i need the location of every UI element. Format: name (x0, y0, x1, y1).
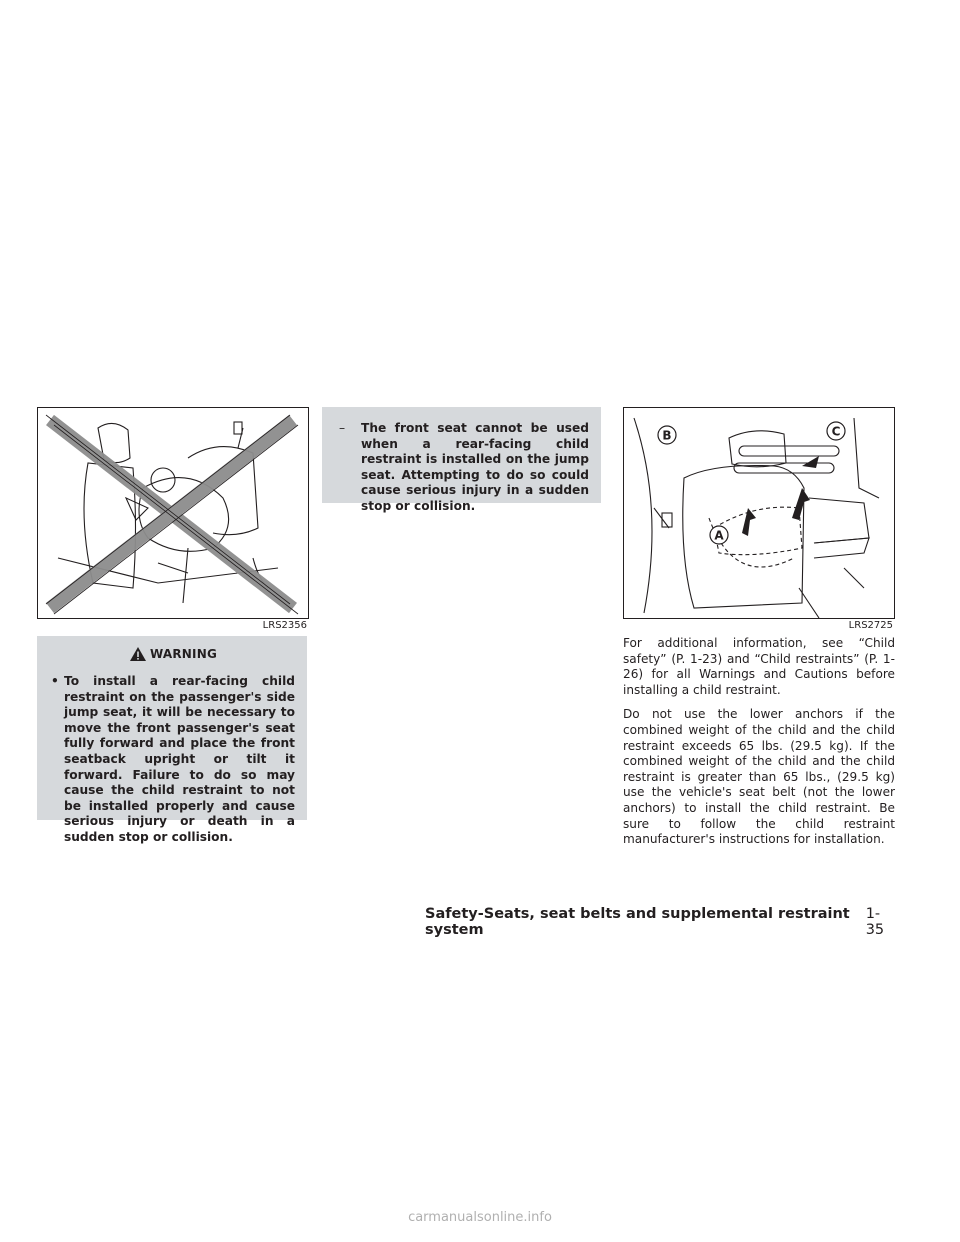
figure-code-left: LRS2356 (262, 620, 307, 631)
right-column-text (623, 636, 895, 857)
label-b (658, 426, 676, 444)
direction-arrows (742, 456, 819, 536)
dash-symbol: – (339, 421, 346, 435)
label-c (827, 422, 845, 440)
warning-dash-item (336, 421, 589, 515)
figure-code-right: LRS2725 (848, 620, 893, 631)
label-a (710, 526, 728, 544)
section-title: Safety-Seats, seat belts and supplemental restraint system (425, 906, 850, 938)
seat-folding-illustration (624, 408, 894, 618)
paragraph-lower-anchors-weight: Do not use the lower anchors if the combined weight of the child and the child restraint exceeds 65 lbs. (29.5 kg). If the combined weight of the child and the child restraint is greater than 65 lbs., (29.5 kg) use the vehicle's seat belt (not the lower anchors) to install the child restraint. Be sure to follow the child restraint manufacturer's instructions for installation. (623, 707, 895, 847)
warning-box (37, 636, 307, 844)
bullet-symbol: • (51, 674, 59, 688)
warning-triangle-icon (129, 646, 147, 662)
svg-text:B: B (662, 428, 672, 443)
svg-text:C: C (831, 424, 841, 439)
warning-bullet-text: To install a rear-facing child restraint on the passenger's side jump seat, it will be necessary to move the front passenger's seat fully forward and place the front seatback upright or tilt it forward. Failure to do so may cause the child restraint to not be installed properly and cause serious injury or death in a sudden stop or collision. (64, 674, 295, 844)
watermark: carmanualsonline.info (408, 1210, 552, 1225)
child-seat-illustration (38, 408, 308, 618)
svg-text:A: A (714, 528, 724, 543)
warning-box-continued (322, 407, 601, 513)
warning-heading: WARNING (51, 646, 295, 662)
page-footer (425, 906, 895, 938)
warning-dash-text: The front seat cannot be used when a rear-facing child restraint is installed on the jump seat. Attempting to do so could cause serious injury in a sudden stop or collision. (361, 421, 589, 513)
warning-bullet-item (51, 674, 295, 846)
figure-seat-folding (623, 407, 895, 619)
page-number: 1-35 (865, 906, 885, 938)
figure-crossed-out-child-seat (37, 407, 309, 619)
paragraph-child-safety-reference: For additional information, see “Child safety” (P. 1-23) and “Child restraints” (P. 1-26) for all Warnings and Cautions before installing a child restraint. (623, 636, 895, 697)
